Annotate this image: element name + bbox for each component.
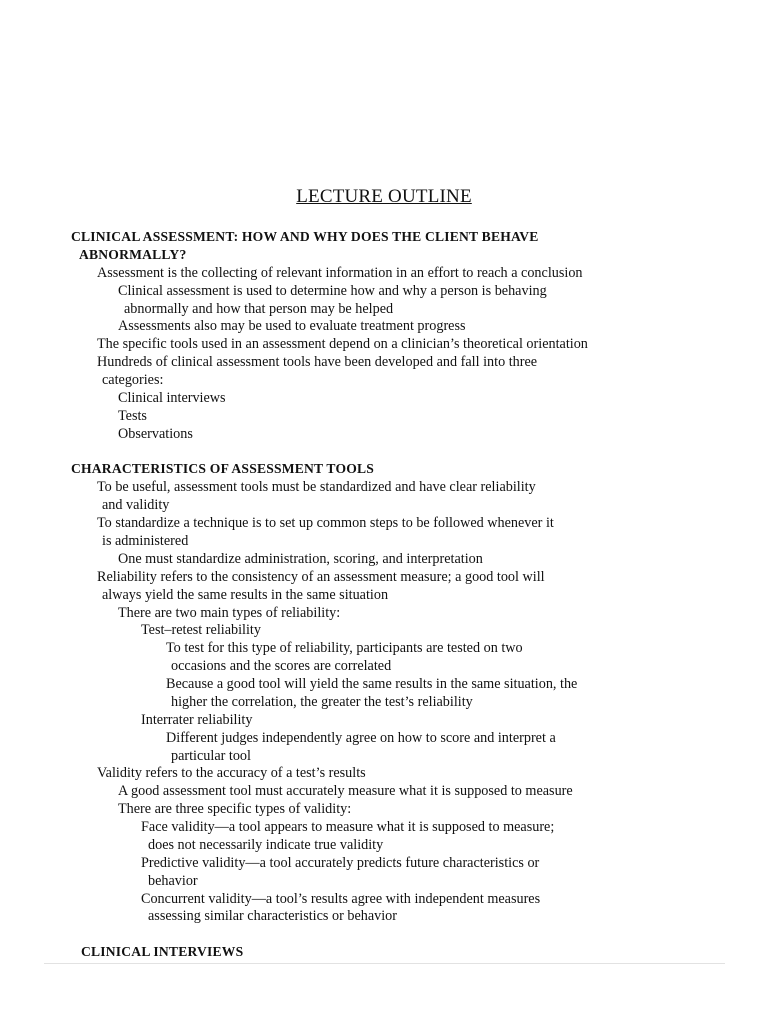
outline-line: higher the correlation, the greater the test’s reliability	[171, 693, 473, 710]
outline-line: There are two main types of reliability:	[118, 604, 341, 621]
outline-line: Hundreds of clinical assessment tools have been developed and fall into three	[97, 354, 538, 371]
outline-line: The specific tools used in an assessment depend on a clinician’s theoretical orientation	[97, 336, 588, 353]
outline-line: always yield the same results in the same situation	[102, 586, 389, 603]
outline-line: Because a good tool will yield the same results in the same situation, the	[166, 676, 578, 692]
outline-line: behavior	[148, 872, 198, 889]
outline-line: does not necessarily indicate true validity	[148, 836, 384, 853]
outline-line: assessing similar characteristics or behavior	[148, 908, 397, 925]
section-heading: CLINICAL INTERVIEWS	[81, 944, 244, 960]
outline-line: Assessments also may be used to evaluate treatment progress	[118, 318, 466, 335]
outline-line: abnormally and how that person may be helped	[124, 300, 394, 317]
outline-line: One must standardize administration, scoring, and interpretation	[118, 550, 483, 567]
outline-line: Tests	[118, 407, 147, 424]
outline-line: There are three specific types of validity:	[118, 801, 352, 818]
page-bottom-divider	[44, 963, 725, 964]
section-heading: ABNORMALLY?	[79, 246, 187, 262]
outline-line: To test for this type of reliability, participants are tested on two	[166, 640, 523, 657]
outline-line: particular tool	[171, 747, 251, 764]
outline-line: Clinical interviews	[118, 389, 226, 406]
outline-line: Clinical assessment is used to determine how and why a person is behaving	[118, 282, 547, 299]
outline-line: Interrater reliability	[141, 711, 253, 728]
outline-line: Validity refers to the accuracy of a test’s results	[97, 765, 366, 782]
outline-line: To standardize a technique is to set up common steps to be followed whenever it	[97, 515, 554, 532]
outline-line: Test–retest reliability	[141, 622, 261, 639]
outline-line: Different judges independently agree on how to score and interpret a	[166, 729, 556, 746]
outline-line: Assessment is the collecting of relevant information in an effort to reach a conclusion	[97, 264, 583, 281]
outline-line: categories:	[102, 372, 164, 388]
outline-line: A good assessment tool must accurately measure what it is supposed to measure	[118, 783, 573, 800]
outline-line: Reliability refers to the consistency of an assessment measure; a good tool will	[97, 568, 545, 585]
section-heading: CLINICAL ASSESSMENT: HOW AND WHY DOES THE CLIENT BEHAVE	[71, 229, 539, 244]
outline-line: To be useful, assessment tools must be standardized and have clear reliability	[97, 479, 536, 496]
outline-line: is administered	[102, 533, 189, 549]
outline-line: occasions and the scores are correlated	[171, 658, 392, 675]
outline-line: Concurrent validity—a tool’s results agree with independent measures	[141, 890, 541, 907]
outline-line: Face validity—a tool appears to measure what it is supposed to measure;	[141, 819, 555, 835]
outline-line: Predictive validity—a tool accurately predicts future characteristics or	[141, 854, 540, 871]
page-title: LECTURE OUTLINE	[296, 186, 472, 207]
section-heading: CHARACTERISTICS OF ASSESSMENT TOOLS	[71, 461, 375, 477]
outline-line: and validity	[102, 497, 170, 514]
outline-line: Observations	[118, 425, 193, 442]
